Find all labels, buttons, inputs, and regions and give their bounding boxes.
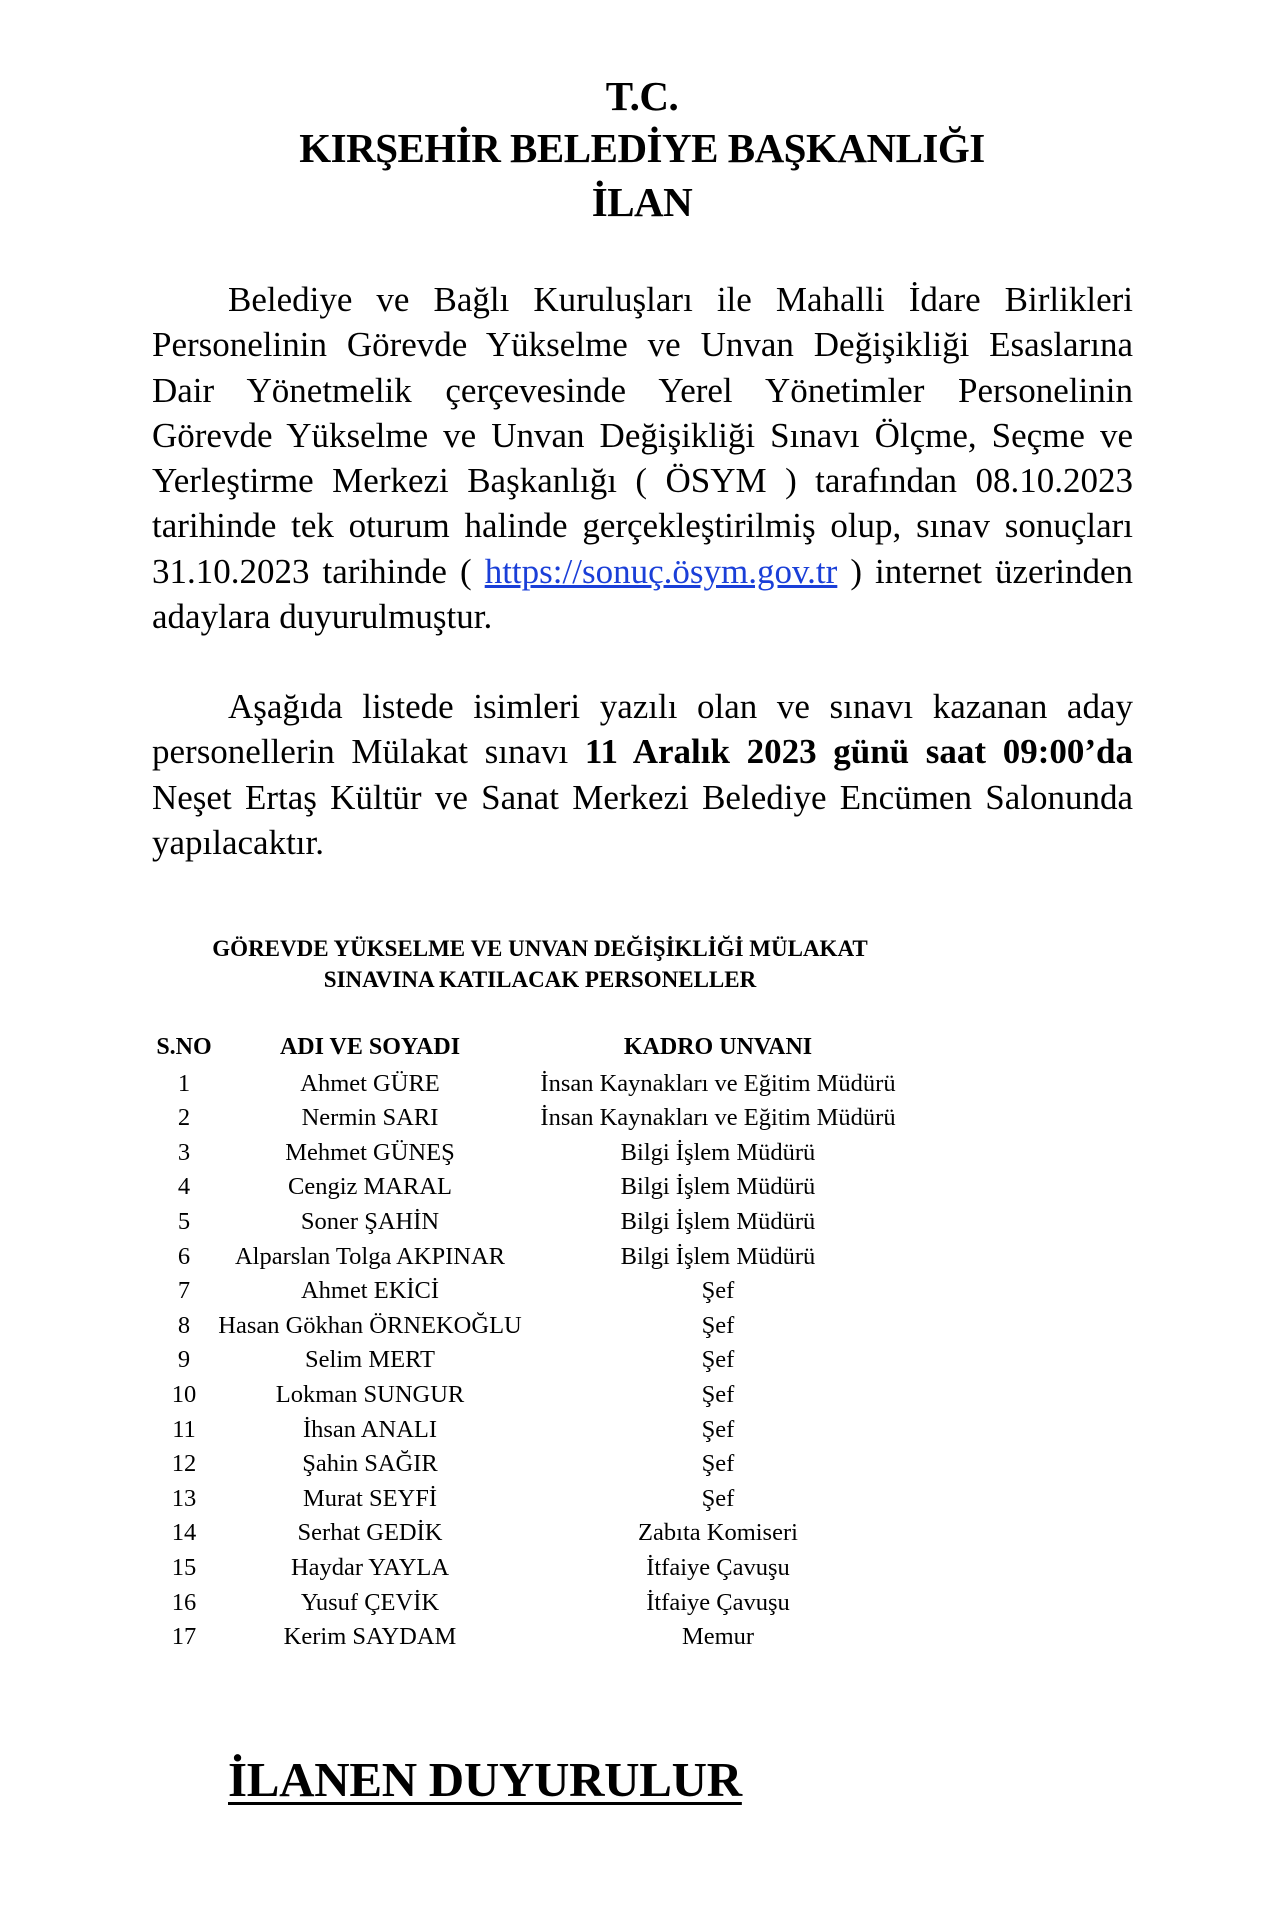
paragraph-interview-info: [152, 684, 1133, 865]
candidates-table: [150, 1030, 950, 1655]
footer-notice: İLANEN DUYURULUR: [228, 1752, 742, 1807]
row-title: Şef: [701, 1380, 735, 1408]
interview-date-time: 11 Aralık 2023 günü saat 09:00’da: [584, 732, 1134, 772]
row-title: Bilgi İşlem Müdürü: [620, 1207, 816, 1235]
column-header-sno: S.NO: [156, 1034, 212, 1060]
row-name: Nermin SARI: [301, 1104, 439, 1132]
table-title-line2: SINAVINA KATILACAK PERSONELLER: [323, 967, 757, 992]
table-row: [150, 1447, 950, 1482]
row-title: Şef: [701, 1346, 735, 1374]
row-name: Haydar YAYLA: [290, 1553, 450, 1581]
row-number: 9: [177, 1346, 191, 1374]
table-row: [150, 1413, 950, 1448]
table-row: [150, 1309, 950, 1344]
row-name: Cengiz MARAL: [288, 1173, 452, 1201]
row-number: 5: [177, 1207, 191, 1235]
paragraph-exam-info-text: Belediye ve Bağlı Kuruluşları ile Mahalli İdare Birlikleri Personelinin Görevde Yükselme ve Unvan Değişikliği Esaslarına Dair Yönetmelik çerçevesinde Yerel Yönetimler Personelinin Görevde Yükselme ve Unvan Değişikliği Sınavı Ölçme, Seçme ve Yerleştirme Merkezi Başkanlığı ( ÖSYM ) tarafından 08.10.2023 tarihinde tek oturum halinde gerçekleştirilmiş olup, sınav sonuçları 31.10.2023 tarihinde (: [152, 280, 1133, 591]
table-row: [150, 1067, 950, 1102]
row-name: Alparslan Tolga AKPINAR: [234, 1242, 506, 1270]
row-number: 8: [177, 1311, 191, 1339]
table-row: [150, 1240, 950, 1275]
row-title: Bilgi İşlem Müdürü: [620, 1242, 816, 1270]
row-title: Şef: [701, 1450, 735, 1478]
table-row: [150, 1274, 950, 1309]
row-number: 7: [177, 1277, 191, 1305]
row-title: İnsan Kaynakları ve Eğitim Müdürü: [540, 1104, 896, 1132]
row-number: 13: [171, 1484, 197, 1512]
table-title: [130, 933, 950, 995]
row-number: 15: [171, 1553, 197, 1581]
row-name: Yusuf ÇEVİK: [300, 1588, 440, 1616]
table-row: [150, 1205, 950, 1240]
row-name: Serhat GEDİK: [297, 1519, 443, 1547]
row-number: 3: [177, 1138, 191, 1166]
table-body: [150, 1067, 950, 1655]
row-title: Zabıta Komiseri: [638, 1519, 798, 1547]
row-number: 6: [177, 1242, 191, 1270]
row-name: Lokman SUNGUR: [275, 1380, 465, 1408]
row-title: Şef: [701, 1484, 735, 1512]
row-title: Şef: [701, 1277, 735, 1305]
row-number: 1: [177, 1069, 191, 1097]
row-number: 12: [171, 1450, 197, 1478]
heading-tc: T.C.: [605, 73, 679, 119]
paragraph-exam-info: [152, 277, 1133, 639]
column-header-title: KADRO UNVANI: [623, 1034, 813, 1060]
row-title: Bilgi İşlem Müdürü: [620, 1173, 816, 1201]
row-number: 11: [172, 1415, 196, 1443]
row-title: İtfaiye Çavuşu: [646, 1553, 790, 1581]
paragraph-exam-info-text-end: ) internet üzerinden adaylara duyurulmuştur.: [152, 551, 1133, 637]
table-row: [150, 1620, 950, 1655]
row-name: Ahmet EKİCİ: [300, 1277, 440, 1305]
row-number: 14: [171, 1519, 197, 1547]
table-row: [150, 1378, 950, 1413]
table-title-line1: GÖREVDE YÜKSELME VE UNVAN DEĞİŞİKLİĞİ MÜLAKAT: [212, 936, 868, 961]
table-row: [150, 1101, 950, 1136]
row-number: 16: [171, 1588, 197, 1616]
table-row: [150, 1482, 950, 1517]
row-name: Murat SEYFİ: [302, 1484, 438, 1512]
table-row: [150, 1551, 950, 1586]
table-row: [150, 1343, 950, 1378]
table-row: [150, 1586, 950, 1621]
row-name: Ahmet GÜRE: [300, 1069, 440, 1097]
row-name: Selim MERT: [305, 1346, 435, 1374]
paragraph-interview-info-text: Aşağıda listede isimleri yazılı olan ve sınavı kazanan aday personellerin Mülakat sınavı: [152, 687, 1133, 772]
row-name: Hasan Gökhan ÖRNEKOĞLU: [218, 1311, 522, 1339]
row-title: Şef: [701, 1311, 735, 1339]
table-header-row: [150, 1030, 950, 1065]
table-row: [150, 1516, 950, 1551]
row-title: İnsan Kaynakları ve Eğitim Müdürü: [540, 1069, 896, 1097]
heading-announcement: İLAN: [591, 179, 693, 225]
row-title: Şef: [701, 1415, 735, 1443]
row-name: Soner ŞAHİN: [300, 1207, 440, 1235]
row-number: 10: [171, 1380, 197, 1408]
row-title: İtfaiye Çavuşu: [646, 1588, 790, 1616]
column-header-name: ADI VE SOYADI: [279, 1034, 461, 1060]
paragraph-interview-info-text-end: Neşet Ertaş Kültür ve Sanat Merkezi Belediye Encümen Salonunda yapılacaktır.: [152, 777, 1133, 862]
row-name: Kerim SAYDAM: [283, 1623, 457, 1651]
row-name: İhsan ANALI: [302, 1415, 438, 1443]
row-number: 2: [177, 1104, 191, 1132]
osym-results-link[interactable]: https://sonuç.ösym.gov.tr: [484, 551, 838, 591]
table-row: [150, 1170, 950, 1205]
row-name: Mehmet GÜNEŞ: [285, 1138, 455, 1166]
row-number: 4: [177, 1173, 191, 1201]
row-title: Memur: [681, 1623, 755, 1651]
row-title: Bilgi İşlem Müdürü: [620, 1138, 816, 1166]
heading-municipality: KIRŞEHİR BELEDİYE BAŞKANLIĞI: [299, 125, 985, 171]
row-name: Şahin SAĞIR: [302, 1450, 438, 1478]
row-number: 17: [171, 1623, 197, 1651]
table-row: [150, 1136, 950, 1171]
